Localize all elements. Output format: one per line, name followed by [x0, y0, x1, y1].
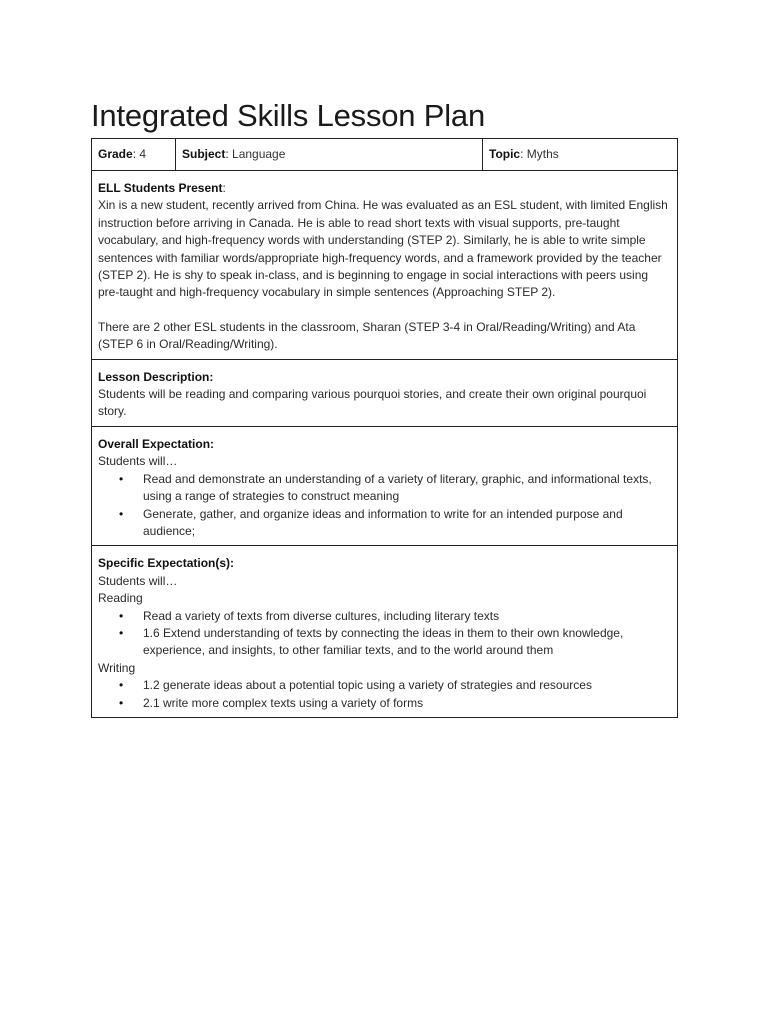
list-item: • 1.2 generate ideas about a potential topic using a variety of strategies and resources: [143, 677, 671, 694]
page-title: Integrated Skills Lesson Plan: [91, 98, 485, 133]
ell-paragraph: Xin is a new student, recently arrived from China. He was evaluated as an ESL student, with limited English instruction before arriving in Canada. He is able to read short texts with visual supports, pre-taught vocabulary, and high-frequency words with understanding (STEP 2). Similarly, he is able to write simple sentences with familiar words/appropriate high-frequency words, and a framework provided by the teacher (STEP 2). He is shy to speak in-class, and is beginning to engage in social interactions with peers using pre-taught and high-frequency vocabulary in simple sentences (Approaching STEP 2).: [98, 198, 668, 300]
subject-label: Subject: [182, 147, 226, 161]
reading-label: Reading: [98, 591, 143, 606]
ell-section-title: ELL Students Present: [98, 181, 223, 195]
ell-paragraph: There are 2 other ESL students in the classroom, Sharan (STEP 3-4 in Oral/Reading/Writing) and Ata (STEP 6 in Oral/Reading/Writing).: [98, 319, 636, 352]
grade-value: 4: [139, 147, 147, 161]
lesson-plan-table: [91, 138, 678, 718]
overall-expectation-intro: Students will…: [98, 454, 178, 469]
topic-value: Myths: [526, 147, 559, 161]
overall-expectation-section: [92, 427, 677, 546]
specific-expectations-title: Specific Expectation(s):: [98, 556, 235, 571]
grade-label: Grade: [98, 147, 133, 161]
list-item: • Read a variety of texts from diverse cultures, including literary texts: [143, 608, 671, 625]
lesson-description-text: Students will be reading and comparing various pourquoi stories, and create their own original pourquoi story.: [98, 387, 647, 419]
writing-label: Writing: [98, 660, 136, 675]
writing-list: [98, 677, 671, 712]
list-item: • 2.1 write more complex texts using a variety of forms: [143, 695, 671, 712]
overall-expectation-title: Overall Expectation:: [98, 436, 215, 451]
list-item: • Read and demonstrate an understanding of a variety of literary, graphic, and informational texts, using a range of strategies to construct meaning: [143, 471, 671, 506]
header-row: [92, 139, 677, 171]
ell-students-section: ELL Students Present: Xin is a new student, recently arrived from China. He was evaluated as an ESL student, with limited English instruction before arriving in Canada. He is able to read short texts with visual supports, pre-taught vocabulary, and high-frequency words with understanding (STEP 2). Similarly, he is able to write simple sentences with familiar words/appropriate high-frequency words, and a framework provided by the teacher (STEP 2). He is shy to speak in-class, and is beginning to engage in social interactions with peers using pre-taught and high-frequency vocabulary in simple sentences (Approaching STEP 2). There are 2 other ESL students in the classroom, Sharan (STEP 3-4 in Oral/Reading/Writing) and Ata (STEP 6 in Oral/Reading/Writing).: [92, 171, 677, 360]
lesson-description-title: Lesson Description:: [98, 369, 214, 384]
topic-label: Topic: [489, 147, 521, 161]
lesson-description-section: [92, 360, 677, 427]
subject-cell: Subject: Language: [175, 139, 482, 170]
list-item: • 1.6 Extend understanding of texts by connecting the ideas in them to their own knowledge, experience, and insights, to other familiar texts, and to the world around them: [143, 625, 671, 660]
grade-cell: Grade: 4: [98, 147, 147, 161]
specific-expectations-intro: Students will…: [98, 573, 178, 588]
specific-expectations-section: [92, 546, 677, 717]
list-item: • Generate, gather, and organize ideas and information to write for an intended purpose and audience;: [143, 506, 671, 541]
reading-list: [98, 608, 671, 660]
subject-value: Language: [232, 147, 286, 161]
topic-cell: Topic: Myths: [482, 139, 677, 170]
overall-expectation-list: [98, 471, 671, 541]
